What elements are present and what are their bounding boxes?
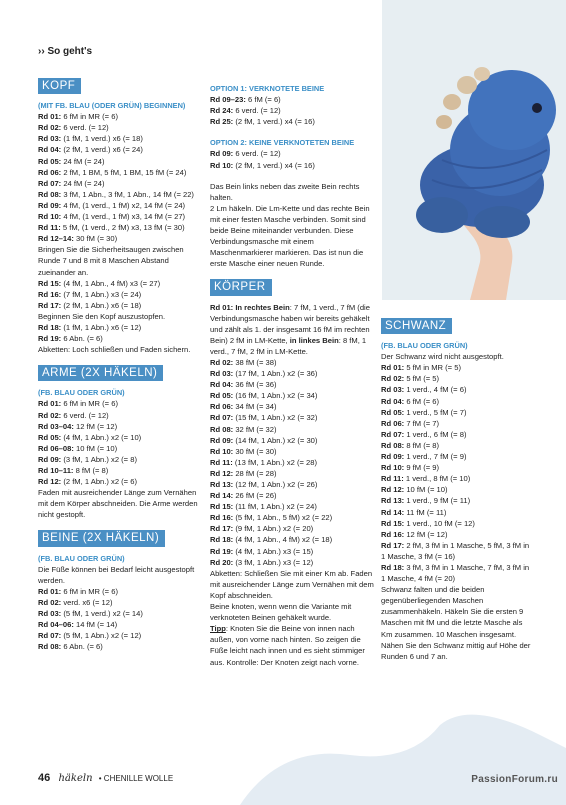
section-title-schwanz: SCHWANZ bbox=[381, 318, 452, 334]
round-label: Rd 18: bbox=[38, 322, 62, 332]
round-text: 24 fM (= 24) bbox=[61, 156, 105, 166]
round-line bbox=[38, 608, 203, 619]
round-label: Rd 17: bbox=[381, 540, 405, 550]
round-label: Rd 07: bbox=[381, 429, 405, 439]
round-text: (1 fM, 1 Abn.) x6 (= 12) bbox=[61, 322, 142, 332]
round-text: 9 fM (= 9) bbox=[404, 463, 440, 473]
round-line bbox=[38, 641, 203, 652]
round-text: 6 verd. (= 12) bbox=[61, 410, 109, 420]
round-line bbox=[381, 418, 531, 429]
round-text: 4 fM, (1 verd., 1 fM) x2, 14 fM (= 24) bbox=[61, 200, 186, 210]
round-text: : 8 fM, 1 verd., 7 fM, 2 fM in LM-Kette. bbox=[210, 335, 367, 356]
instruction-note: Beginnen Sie den Kopf auszustopfen. bbox=[38, 311, 166, 321]
round-label: Rd 05: bbox=[381, 407, 405, 417]
round-label: Rd 15: bbox=[210, 502, 234, 512]
round-line bbox=[381, 495, 531, 506]
round-line bbox=[381, 484, 531, 495]
round-label: Rd 02: bbox=[210, 357, 234, 367]
round-text: : 7 fM, 1 verd., 7 fM (die Verbindungsmasche haben wir bereits gehäkelt und zählt als 1. der insgesamt 16 fM im rechten Bein) 2 fM in LM-Kette, bbox=[210, 302, 370, 345]
round-line bbox=[381, 373, 531, 384]
round-line bbox=[381, 451, 531, 462]
instruction-note: Schwanz falten und die beiden gegenüberliegenden Maschen zusammenhäkeln. Häkeln Sie die ersten 9 Maschen mit fM und die letzte Masche als Km zusammen. 10 Maschen insgesamt. bbox=[381, 585, 524, 639]
round-text: 12 fM (= 12) bbox=[404, 529, 448, 539]
round-label: Rd 09: bbox=[210, 149, 234, 159]
round-line bbox=[38, 465, 203, 476]
round-text: 4 fM, (1 verd., 1 fM) x3, 14 fM (= 27) bbox=[61, 212, 186, 222]
round-text: 8 fM (= 8) bbox=[73, 466, 109, 475]
round-line bbox=[210, 148, 375, 159]
round-text: (2 fM, 1 Abn.) x6 (= 18) bbox=[61, 300, 142, 310]
round-label: Rd 15: bbox=[381, 518, 405, 528]
round-text: (2 fM, 1 verd.) x4 (= 16) bbox=[233, 160, 315, 170]
instruction-note: Bringen Sie die Sicherheitsaugen zwischen Runde 7 und 8 mit 8 Maschen Abstand zueinander an. bbox=[38, 245, 184, 277]
round-text: 8 fM (= 8) bbox=[404, 440, 440, 450]
round-label: Rd 06: bbox=[38, 167, 62, 177]
round-text: 1 verd., 8 fM (= 10) bbox=[403, 474, 471, 484]
round-line bbox=[381, 518, 531, 529]
round-label: Rd 20: bbox=[210, 557, 234, 567]
round-line bbox=[210, 512, 375, 523]
round-line bbox=[381, 462, 531, 473]
section-title-arme: ARME (2X HÄKELN) bbox=[38, 365, 163, 381]
round-line bbox=[38, 398, 203, 409]
round-text: (2 fM, 1 verd.) x4 (= 16) bbox=[233, 117, 315, 127]
round-text: 3 fM, 1 Abn., 3 fM, 1 Abn., 14 fM (= 22) bbox=[61, 189, 194, 199]
round-label: Rd 11: bbox=[210, 457, 233, 467]
round-label: Rd 08: bbox=[38, 642, 62, 652]
round-text: 6 fM (= 6) bbox=[245, 95, 281, 105]
round-line bbox=[38, 630, 203, 641]
round-line bbox=[381, 429, 531, 440]
round-text: 30 fM (= 30) bbox=[233, 446, 277, 456]
round-line bbox=[38, 421, 203, 432]
column-right bbox=[381, 318, 531, 662]
round-text: 6 Abn. (= 6) bbox=[61, 334, 103, 344]
instruction-note: 2 Lm häkeln. Die Lm-Kette und das rechte Bein mit einer festen Masche verbinden. Somit sind beide Beine miteinander verbunden. Diese Verbindungsmasche mit einem Maschenmarkierer markieren. Das ist nun die erste Masche einer neuen Runde. bbox=[210, 203, 370, 269]
round-line bbox=[210, 446, 375, 457]
round-label: Rd 25: bbox=[210, 117, 234, 127]
column-middle bbox=[210, 83, 375, 668]
round-text: 36 fM (= 36) bbox=[233, 380, 277, 390]
option-title: OPTION 2: KEINE VERKNOTETEN BEINE bbox=[210, 138, 355, 148]
round-label: Rd 09: bbox=[381, 452, 405, 462]
round-line bbox=[38, 211, 203, 222]
round-line bbox=[210, 534, 375, 545]
round-text: (3 fM, 1 Abn.) x3 (= 12) bbox=[233, 557, 314, 567]
round-label: Rd 02: bbox=[38, 123, 62, 133]
round-text: (1 fM, 1 verd.) x6 (= 18) bbox=[61, 134, 143, 144]
page-footer bbox=[38, 772, 173, 784]
round-line bbox=[381, 396, 531, 407]
round-line bbox=[210, 557, 375, 568]
round-label: Rd 04: bbox=[381, 396, 405, 406]
round-label: Rd 01: bbox=[38, 586, 62, 596]
round-line bbox=[38, 167, 203, 178]
instruction-note: Abketten: Schließen Sie mit einer Km ab. Faden mit ausreichender Länge zum Vernähen mit dem Kopf abschneiden. bbox=[210, 568, 374, 600]
round-text: (17 fM, 1 Abn.) x2 (= 36) bbox=[233, 369, 318, 379]
round-text: (4 fM, 1 Abn., 4 fM) x2 (= 18) bbox=[233, 535, 333, 545]
round-text: 6 fM in MR (= 6) bbox=[61, 399, 118, 409]
round-text: (7 fM, 1 Abn.) x3 (= 24) bbox=[61, 289, 142, 299]
round-label: Rd 02: bbox=[38, 410, 62, 420]
section-breadcrumb: ›› So geht's bbox=[38, 46, 93, 57]
round-text: 1 verd., 9 fM (= 11) bbox=[404, 496, 471, 506]
footer-separator: • bbox=[98, 774, 102, 783]
round-label: Rd 14: bbox=[210, 491, 234, 501]
round-line bbox=[210, 390, 375, 401]
round-label: Rd 06: bbox=[210, 402, 234, 412]
round-text: (2 fM, 1 verd.) x6 (= 24) bbox=[61, 145, 143, 155]
section-subtitle: (FB. BLAU ODER GRÜN) bbox=[381, 341, 468, 351]
round-line bbox=[210, 116, 375, 127]
tip-label: Tipp bbox=[210, 624, 226, 634]
round-text: (15 fM, 1 Abn.) x2 (= 32) bbox=[233, 413, 318, 423]
section-subtitle: (MIT FB. BLAU (ODER GRÜN) BEGINNEN) bbox=[38, 101, 186, 111]
round-text: 32 fM (= 32) bbox=[233, 424, 277, 434]
round-line bbox=[38, 278, 203, 289]
round-line bbox=[38, 133, 203, 144]
round-label: Rd 11: bbox=[38, 223, 61, 233]
round-line bbox=[381, 407, 531, 418]
round-label: Rd 19: bbox=[38, 334, 62, 344]
round-line bbox=[38, 289, 203, 300]
round-text: 10 fM (= 10) bbox=[404, 485, 448, 495]
round-line bbox=[38, 432, 203, 443]
tip-text: : Knoten Sie die Beine von innen nach außen, von vorne nach hinten. So zeigen die Füße leicht nach innen und es sieht stimmiger aus. Kontrolle: Der Knoten zeigt nach vorne. bbox=[210, 624, 365, 667]
section-subtitle: (FB. BLAU ODER GRÜN) bbox=[38, 388, 125, 398]
round-text: 5 fM in MR (= 5) bbox=[404, 363, 461, 373]
round-line bbox=[38, 443, 203, 454]
instruction-note: Das Bein links neben das zweite Bein rechts halten. bbox=[210, 181, 360, 202]
round-label: Rd 02: bbox=[38, 597, 62, 607]
round-label: Rd 18: bbox=[381, 562, 405, 572]
round-label: Rd 03: bbox=[210, 369, 234, 379]
round-line bbox=[381, 473, 531, 484]
round-text: (4 fM, 1 Abn.) x2 (= 10) bbox=[61, 432, 142, 442]
round-label: Rd 03: bbox=[38, 134, 62, 144]
round-line bbox=[381, 540, 531, 562]
round-label: Rd 07: bbox=[38, 631, 62, 641]
dino-photo bbox=[382, 0, 566, 300]
round-text: 6 verd. (= 12) bbox=[233, 106, 281, 116]
round-text: 6 verd. (= 12) bbox=[233, 149, 281, 159]
round-line bbox=[210, 105, 375, 116]
round-text: 5 fM, (1 verd., 2 fM) x3, 13 fM (= 30) bbox=[60, 223, 185, 233]
round-line bbox=[210, 457, 375, 468]
round-label: Rd 08: bbox=[210, 424, 234, 434]
round-label: Rd 10: bbox=[38, 212, 62, 222]
instruction-note: Abketten: Loch schließen und Faden sichern. bbox=[38, 345, 191, 355]
round-line bbox=[210, 379, 375, 390]
magazine-brand: häkeln bbox=[58, 773, 93, 784]
watermark: PassionForum.ru bbox=[471, 774, 558, 785]
round-label: Rd 04: bbox=[38, 145, 62, 155]
round-label: Rd 12–14: bbox=[38, 234, 74, 244]
round-text: (5 fM, 1 Abn., 5 fM) x2 (= 22) bbox=[233, 513, 333, 523]
magazine-title: CHENILLE WOLLE bbox=[103, 774, 174, 783]
round-label: Rd 06–08: bbox=[38, 443, 74, 453]
option-title: OPTION 1: VERKNOTETE BEINE bbox=[210, 84, 325, 93]
round-text: 34 fM (= 34) bbox=[233, 402, 277, 412]
round-line bbox=[38, 300, 203, 311]
round-text: (12 fM, 1 Abn.) x2 (= 26) bbox=[233, 480, 318, 489]
round-line bbox=[210, 368, 375, 379]
round-text: 6 fM (= 6) bbox=[404, 396, 440, 406]
round-text: 30 fM (= 30) bbox=[73, 234, 118, 244]
round-label: Rd 04: bbox=[210, 380, 234, 390]
round-text: (3 fM, 1 Abn.) x2 (= 8) bbox=[61, 454, 137, 464]
column-left bbox=[38, 78, 203, 652]
round-label: Rd 03: bbox=[38, 609, 62, 619]
round-text: 6 Abn. (= 6) bbox=[61, 642, 103, 652]
section-subtitle: (FB. BLAU ODER GRÜN) bbox=[38, 553, 125, 563]
round-line bbox=[38, 586, 203, 597]
round-line bbox=[381, 529, 531, 540]
round-line bbox=[38, 200, 203, 211]
round-text: 7 fM (= 7) bbox=[404, 418, 440, 428]
page-number: 46 bbox=[38, 772, 51, 784]
round-line bbox=[210, 412, 375, 423]
round-line bbox=[38, 144, 203, 155]
round-text: 1 verd., 4 fM (= 6) bbox=[404, 385, 467, 395]
round-text: (11 fM, 1 Abn.) x2 (= 24) bbox=[233, 502, 317, 512]
round-label: Rd 14: bbox=[381, 507, 405, 517]
round-label: Rd 01: bbox=[38, 399, 62, 409]
round-label: Rd 24: bbox=[210, 106, 234, 116]
round-text: 10 fM (= 10) bbox=[73, 443, 118, 453]
section-title-koerper: KÖRPER bbox=[210, 279, 272, 295]
round-text: 1 verd., 10 fM (= 12) bbox=[404, 518, 475, 528]
round-label: Rd 03: bbox=[381, 385, 405, 395]
round-label: Rd 03–04: bbox=[38, 421, 74, 431]
round-line bbox=[38, 333, 203, 344]
round-label: Rd 12: bbox=[38, 477, 62, 487]
round-line bbox=[38, 597, 203, 608]
round-line bbox=[38, 178, 203, 189]
round-label: Rd 17: bbox=[210, 524, 234, 534]
round-text: (16 fM, 1 Abn.) x2 (= 34) bbox=[233, 391, 318, 401]
round-label: Rd 01: bbox=[381, 363, 405, 373]
round-line bbox=[38, 122, 203, 133]
round-label: Rd 06: bbox=[381, 418, 405, 428]
section-title-beine: BEINE (2X HÄKELN) bbox=[38, 530, 165, 546]
round-text: 2 fM, 3 fM in 1 Masche, 5 fM, 3 fM in 1 Masche, 3 fM (= 16) bbox=[381, 540, 530, 561]
round-line bbox=[381, 362, 531, 373]
round-label: Rd 01: In rechtes Bein bbox=[210, 302, 290, 312]
round-label: Rd 09: bbox=[38, 454, 62, 464]
round-line bbox=[210, 94, 375, 105]
round-label: Rd 09: bbox=[38, 200, 62, 210]
round-line bbox=[210, 357, 375, 368]
round-label: Rd 19: bbox=[210, 546, 234, 556]
round-label: Rd 13: bbox=[210, 480, 234, 489]
round-line bbox=[381, 384, 531, 395]
section-title-kopf: KOPF bbox=[38, 78, 81, 94]
round-label: Rd 11: bbox=[381, 474, 404, 484]
round-label: Rd 16: bbox=[381, 529, 405, 539]
round-text: 5 fM (= 5) bbox=[404, 374, 440, 384]
round-text: 6 verd. (= 12) bbox=[61, 123, 109, 133]
round-line bbox=[38, 619, 203, 630]
round-label: Rd 12: bbox=[210, 468, 234, 478]
round-line bbox=[210, 490, 375, 501]
round-line bbox=[210, 479, 375, 490]
round-text: 1 verd., 7 fM (= 9) bbox=[404, 452, 467, 462]
round-text: 12 fM (= 12) bbox=[73, 421, 118, 431]
instruction-note: Nähen Sie den Schwanz mittig auf Höhe der Runden 6 und 7 an. bbox=[381, 640, 531, 661]
round-line bbox=[38, 454, 203, 465]
round-line bbox=[210, 302, 375, 357]
round-label: Rd 09–23: bbox=[210, 95, 246, 105]
round-text: (13 fM, 1 Abn.) x2 (= 28) bbox=[232, 457, 317, 467]
round-text: 6 fM in MR (= 6) bbox=[61, 112, 118, 122]
round-label: Rd 12: bbox=[381, 485, 405, 495]
round-line bbox=[210, 401, 375, 412]
round-label: Rd 16: bbox=[210, 513, 234, 523]
tip-note bbox=[210, 623, 375, 667]
round-line bbox=[381, 507, 531, 518]
round-line bbox=[210, 501, 375, 512]
round-label: Rd 05: bbox=[38, 432, 62, 442]
round-label: Rd 16: bbox=[38, 289, 62, 299]
round-line bbox=[38, 222, 203, 233]
round-label: Rd 05: bbox=[210, 391, 234, 401]
round-line bbox=[38, 322, 203, 333]
round-label: Rd 07: bbox=[38, 178, 62, 188]
round-label: Rd 10: bbox=[381, 463, 405, 473]
round-line bbox=[381, 440, 531, 451]
round-label: Rd 10: bbox=[210, 446, 234, 456]
round-text: 11 fM (= 11) bbox=[404, 507, 447, 517]
round-line bbox=[210, 546, 375, 557]
round-line bbox=[38, 233, 203, 244]
round-text: (4 fM, 1 Abn.) x3 (= 15) bbox=[233, 546, 314, 556]
round-label: Rd 08: bbox=[38, 189, 62, 199]
round-line bbox=[38, 476, 203, 487]
round-text: 1 verd., 6 fM (= 8) bbox=[404, 429, 467, 439]
decorative-wave bbox=[240, 705, 566, 805]
round-text: 3 fM, 3 fM in 1 Masche, 7 fM, 3 fM in 1 Masche, 4 fM (= 20) bbox=[381, 562, 530, 584]
round-line bbox=[38, 189, 203, 200]
round-label: Rd 05: bbox=[38, 156, 62, 166]
round-text: (14 fM, 1 Abn.) x2 (= 30) bbox=[233, 435, 318, 445]
round-line bbox=[210, 435, 375, 446]
round-text: (4 fM, 1 Abn., 4 fM) x3 (= 27) bbox=[61, 278, 161, 288]
round-line bbox=[381, 562, 531, 584]
round-text: 38 fM (= 38) bbox=[233, 357, 277, 367]
round-label: Rd 04–06: bbox=[38, 620, 74, 630]
round-label: Rd 17: bbox=[38, 300, 62, 310]
round-label: Rd 10–11: bbox=[38, 466, 74, 475]
round-text: (9 fM, 1 Abn.) x2 (= 20) bbox=[233, 524, 314, 534]
round-text: 28 fM (= 28) bbox=[233, 468, 277, 478]
round-label: Rd 13: bbox=[381, 496, 405, 506]
round-label: Rd 01: bbox=[38, 112, 62, 122]
round-line bbox=[38, 410, 203, 421]
round-line bbox=[210, 160, 375, 171]
round-text: (5 fM, 1 Abn.) x2 (= 12) bbox=[61, 631, 142, 641]
instruction-note: Der Schwanz wird nicht ausgestopft. bbox=[381, 352, 504, 362]
round-label: Rd 08: bbox=[381, 440, 405, 450]
instruction-note: Die Füße können bei Bedarf leicht ausgestopft werden. bbox=[38, 564, 195, 585]
round-label: Rd 07: bbox=[210, 413, 234, 423]
round-label: Rd 15: bbox=[38, 278, 62, 288]
round-label: Rd 09: bbox=[210, 435, 234, 445]
round-text: (5 fM, 1 verd.) x2 (= 14) bbox=[61, 609, 143, 619]
round-text: (2 fM, 1 Abn.) x2 (= 6) bbox=[61, 477, 137, 487]
round-line bbox=[210, 523, 375, 534]
round-text: verd. x6 (= 12) bbox=[61, 597, 113, 607]
round-label: Rd 02: bbox=[381, 374, 405, 384]
round-text: 26 fM (= 26) bbox=[233, 491, 277, 501]
round-line bbox=[210, 424, 375, 435]
round-label: in linkes Bein bbox=[289, 335, 339, 345]
instruction-note: Beine knoten, wenn wenn die Variante mit verknoteten Beinen gehäkelt wurde. bbox=[210, 602, 352, 623]
round-line bbox=[38, 156, 203, 167]
round-text: 6 fM in MR (= 6) bbox=[61, 586, 118, 596]
round-label: Rd 18: bbox=[210, 535, 234, 545]
instruction-note: Faden mit ausreichender Länge zum Vernähen mit dem Körper abschneiden. Die Arme werden nicht gestopft. bbox=[38, 488, 198, 520]
round-text: 24 fM (= 24) bbox=[61, 178, 105, 188]
round-text: 1 verd., 5 fM (= 7) bbox=[404, 407, 467, 417]
crochet-dino-image bbox=[382, 0, 566, 300]
round-text: 14 fM (= 14) bbox=[73, 620, 118, 630]
round-line bbox=[38, 111, 203, 122]
round-line bbox=[210, 468, 375, 479]
round-text: 2 fM, 1 BM, 5 fM, 1 BM, 15 fM (= 24) bbox=[61, 167, 187, 177]
round-label: Rd 10: bbox=[210, 160, 234, 170]
